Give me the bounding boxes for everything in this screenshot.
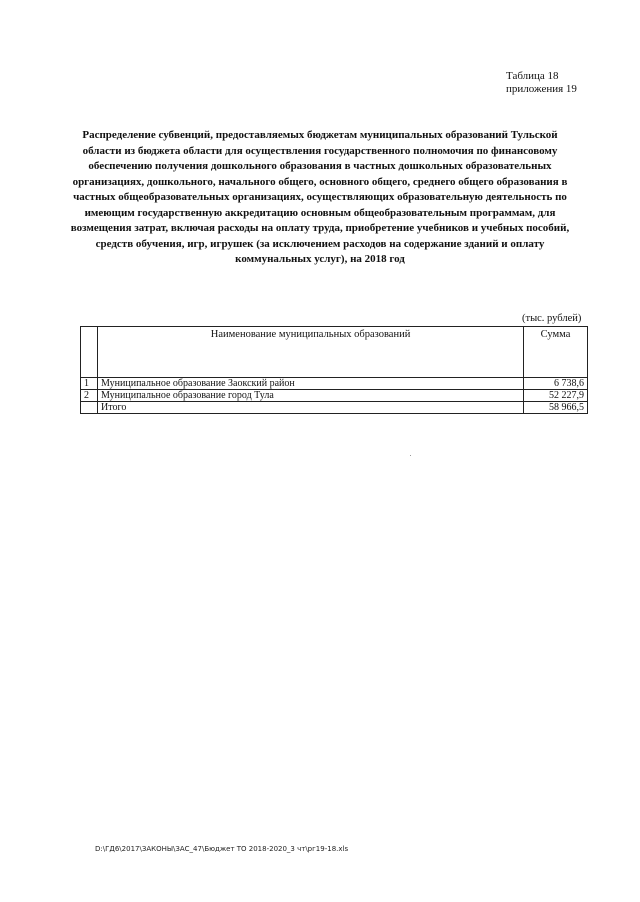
table-caption — [506, 70, 577, 96]
row-sum: 58 966,5 — [524, 402, 588, 414]
row-name: Итого — [98, 402, 524, 414]
header-number-cell — [81, 327, 98, 378]
table-row — [81, 378, 588, 390]
row-name: Муниципальное образование город Тула — [98, 390, 524, 402]
scan-speck — [410, 455, 411, 456]
row-sum: 6 738,6 — [524, 378, 588, 390]
row-number: 1 — [81, 378, 98, 390]
distribution-table — [80, 326, 588, 414]
table-row — [81, 390, 588, 402]
row-sum: 52 227,9 — [524, 390, 588, 402]
units-label: (тыс. рублей) — [522, 313, 582, 324]
row-number: 2 — [81, 390, 98, 402]
row-name: Муниципальное образование Заокский район — [98, 378, 524, 390]
header-name-cell: Наименование муниципальных образований — [98, 327, 524, 378]
table-header-row — [81, 327, 588, 378]
appendix-number: приложения 19 — [506, 83, 577, 95]
file-path-footer: D:\ГД6\2017\ЗАКОНЫ\ЗАС_47\Бюджет ТО 2018-2020_3 чт\рг19-18.xls — [95, 845, 349, 853]
table-number: Таблица 18 — [506, 70, 559, 82]
row-number — [81, 402, 98, 414]
table-total-row — [81, 402, 588, 414]
document-title: Распределение субвенций, предоставляемых бюджетам муниципальных образований Тульской области из бюджета области для осуществления государственного полномочия по финансовому обеспечению получения дошкольного образования в частных дошкольных образовательных организациях, дошкольного, начального общего, основного общего, среднего общего образования в частных общеобразовательных организациях, осуществляющих образовательную деятельность по имеющим государственную аккредитацию основным общеобразовательным программам, для возмещения затрат, включая расходы на оплату труда, приобретение учебников и учебных пособий, средств обучения, игр, игрушек (за исключением расходов на содержание зданий и оплату коммунальных услуг), на 2018 год — [70, 129, 570, 265]
header-sum-cell: Сумма — [524, 327, 588, 378]
